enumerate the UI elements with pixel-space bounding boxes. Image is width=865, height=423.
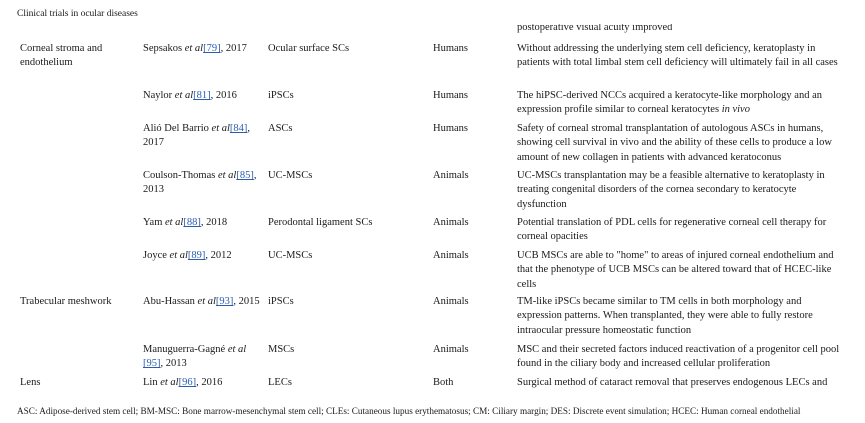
- running-header: Clinical trials in ocular diseases: [17, 9, 138, 19]
- study-cell: Alió Del Barrio et al[84], 2017: [143, 123, 251, 149]
- reference-link[interactable]: [79]: [203, 43, 221, 54]
- cell-source: Ocular surface SCs: [268, 43, 350, 54]
- outcome-cell: UCB MSCs are able to "home" to areas of injured corneal endothelium and that the phenotype of UCB MSCs can be altered toward that of HCEC-like cells: [517, 250, 834, 290]
- outcome-cell: Without addressing the underlying stem cell deficiency, keratoplasty in patients with total limbal stem cell deficiency will ultimately fail in all cases: [517, 43, 838, 69]
- reference-link[interactable]: [96]: [178, 377, 197, 388]
- reference-link[interactable]: [81]: [193, 90, 211, 101]
- cell-source: Perodontal ligament SCs: [268, 217, 373, 228]
- table-footnote: ASC: Adipose-derived stem cell; BM-MSC: Bone marrow-mesenchymal stem cell; CLEs: Cutaneous lupus erythematosus; CM: Ciliary margin; DES: Discrete event simulation; HCEC: Human corneal endothelial: [17, 406, 801, 416]
- model-cell: Animals: [433, 217, 469, 228]
- model-cell: Both: [433, 377, 454, 388]
- cut-off-text: postoperative visual acuity improved: [517, 24, 673, 33]
- study-cell: Manuguerra-Gagné et al [95], 2013: [143, 344, 247, 370]
- study-cell: Sepsakos et al[79], 2017: [143, 43, 247, 54]
- outcome-cell: The hiPSC-derived NCCs acquired a keratocyte-like morphology and an expression profile similar to corneal keratocytes in vivo: [517, 90, 823, 116]
- outcome-cell: MSC and their secreted factors induced reactivation of a progenitor cell pool found in the ciliary body and increased cellular proliferation: [517, 344, 840, 370]
- reference-link[interactable]: [95]: [143, 358, 161, 370]
- reference-link[interactable]: [84]: [229, 123, 248, 134]
- study-cell: Coulson-Thomas et al[85], 2013: [143, 170, 257, 196]
- tissue-cell: Lens: [20, 377, 41, 388]
- study-cell: Naylor et al[81], 2016: [143, 90, 237, 101]
- cell-source: UC-MSCs: [268, 170, 313, 181]
- outcome-cell: TM-like iPSCs became similar to TM cells in both morphology and expression patterns. When transplanted, they were able to fully restore intraocular pressure homeostatic function: [517, 296, 813, 336]
- model-cell: Animals: [433, 170, 469, 181]
- study-cell: Yam et al[88], 2018: [143, 217, 228, 228]
- cell-source: iPSCs: [268, 296, 294, 307]
- cell-source: iPSCs: [268, 90, 294, 101]
- reference-link[interactable]: [93]: [215, 296, 234, 307]
- cell-source: LECs: [268, 377, 292, 388]
- reference-link[interactable]: [85]: [236, 170, 254, 181]
- model-cell: Animals: [433, 344, 469, 355]
- model-cell: Humans: [433, 43, 468, 54]
- model-cell: Animals: [433, 296, 469, 307]
- cell-source: ASCs: [268, 123, 293, 134]
- outcome-cell: Safety of corneal stromal transplantation of autologous ASCs in humans, showing cell survival in vivo and the ability of these cells to produce a low amount of new collagen in patients with advanced keratoconus: [517, 123, 832, 163]
- study-cell: Joyce et al[89], 2012: [143, 250, 232, 261]
- outcome-cell: Potential translation of PDL cells for regenerative corneal cell therapy for corneal opacities: [517, 217, 827, 243]
- outcome-cell: UC-MSCs transplantation may be a feasible alternative to keratoplasty in treating congenital disorders of the cornea secondary to keratocyte dysfunction: [517, 170, 825, 210]
- study-cell: Lin et al[96], 2016: [143, 377, 223, 388]
- cell-source: UC-MSCs: [268, 250, 313, 261]
- outcome-cell: Surgical method of cataract removal that preserves endogenous LECs and: [517, 377, 828, 388]
- reference-link[interactable]: [89]: [187, 250, 206, 261]
- reference-link[interactable]: [88]: [183, 217, 201, 228]
- model-cell: Animals: [433, 250, 469, 261]
- cell-source: MSCs: [268, 344, 295, 355]
- tissue-cell: Corneal stroma and endothelium: [20, 43, 103, 69]
- model-cell: Humans: [433, 123, 468, 134]
- model-cell: Humans: [433, 90, 468, 101]
- study-cell: Abu-Hassan et al[93], 2015: [143, 296, 260, 307]
- tissue-cell: Trabecular meshwork: [20, 296, 112, 307]
